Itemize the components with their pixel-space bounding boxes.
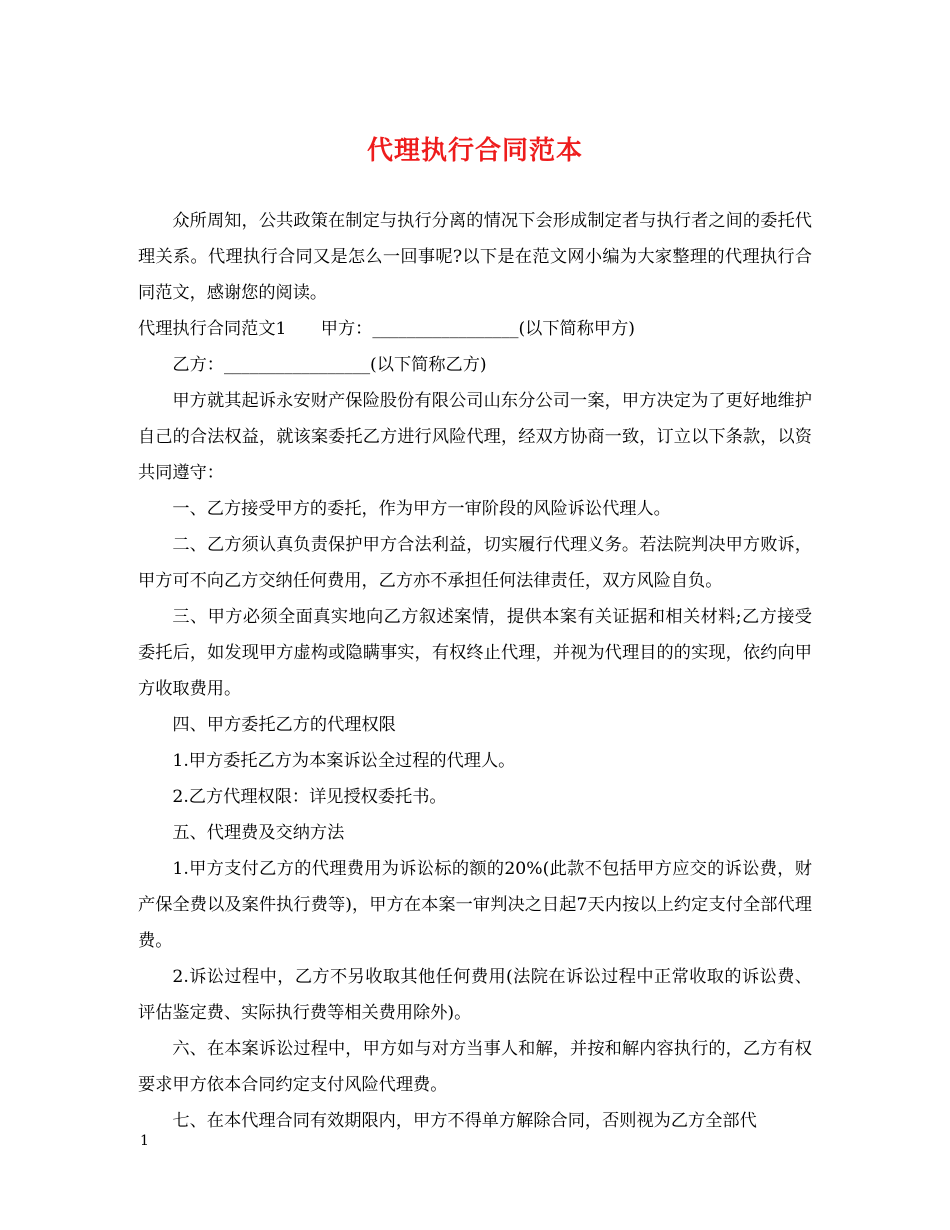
paragraph-clause-7: 七、在本代理合同有效期限内，甲方不得单方解除合同，否则视为乙方全部代: [172, 1111, 757, 1131]
paragraph-clause-1: 一、乙方接受甲方的委托，作为甲方一审阶段的风险诉讼代理人。: [172, 499, 671, 519]
paragraph-clause-5-heading: 五、代理费及交纳方法: [172, 823, 345, 843]
document-title: 代理执行合同范本: [366, 136, 583, 166]
paragraph-clause-4-item-2: 2.乙方代理权限：详见授权委托书。: [172, 787, 447, 807]
page-number: 1: [140, 1133, 149, 1149]
paragraph-clause-5-item-2: 2.诉讼过程中，乙方不另收取其他任何费用(法院在诉讼过程中正常收取的诉讼费、评估鉴定费、实际执行费等相关费用除外)。: [138, 967, 812, 1023]
paragraph-party-a: 代理执行合同范文1 甲方：_________________(以下简称甲方): [138, 319, 636, 339]
paragraph-intro: 众所周知，公共政策在制定与执行分离的情况下会形成制定者与执行者之间的委托代理关系。代理执行合同又是怎么一回事呢?以下是在范文网小编为大家整理的代理执行合同范文，感谢您的阅读。: [138, 211, 812, 303]
paragraph-preamble: 甲方就其起诉永安财产保险股份有限公司山东分公司一案，甲方决定为了更好地维护自己的合法权益，就该案委托乙方进行风险代理，经双方协商一致，订立以下条款，以资共同遵守：: [138, 391, 812, 483]
paragraph-clause-5-item-1: 1.甲方支付乙方的代理费用为诉讼标的额的20%(此款不包括甲方应交的诉讼费，财产保全费以及案件执行费等)，甲方在本案一审判决之日起7天内按以上约定支付全部代理费。: [138, 859, 812, 951]
paragraph-clause-4-heading: 四、甲方委托乙方的代理权限: [172, 715, 396, 735]
paragraph-clause-6: 六、在本案诉讼过程中，甲方如与对方当事人和解，并按和解内容执行的，乙方有权要求甲方依本合同约定支付风险代理费。: [138, 1039, 812, 1095]
paragraph-party-b: 乙方：_________________(以下简称乙方): [172, 355, 487, 375]
paragraph-clause-3: 三、甲方必须全面真实地向乙方叙述案情，提供本案有关证据和相关材料;乙方接受委托后，如发现甲方虚构或隐瞒事实，有权终止代理，并视为代理目的的实现，依约向甲方收取费用。: [138, 607, 812, 699]
paragraph-clause-4-item-1: 1.甲方委托乙方为本案诉讼全过程的代理人。: [172, 751, 516, 771]
paragraph-clause-2: 二、乙方须认真负责保护甲方合法利益，切实履行代理义务。若法院判决甲方败诉，甲方可不向乙方交纳任何费用，乙方亦不承担任何法律责任，双方风险自负。: [138, 535, 812, 591]
document-body: [138, 203, 812, 1139]
